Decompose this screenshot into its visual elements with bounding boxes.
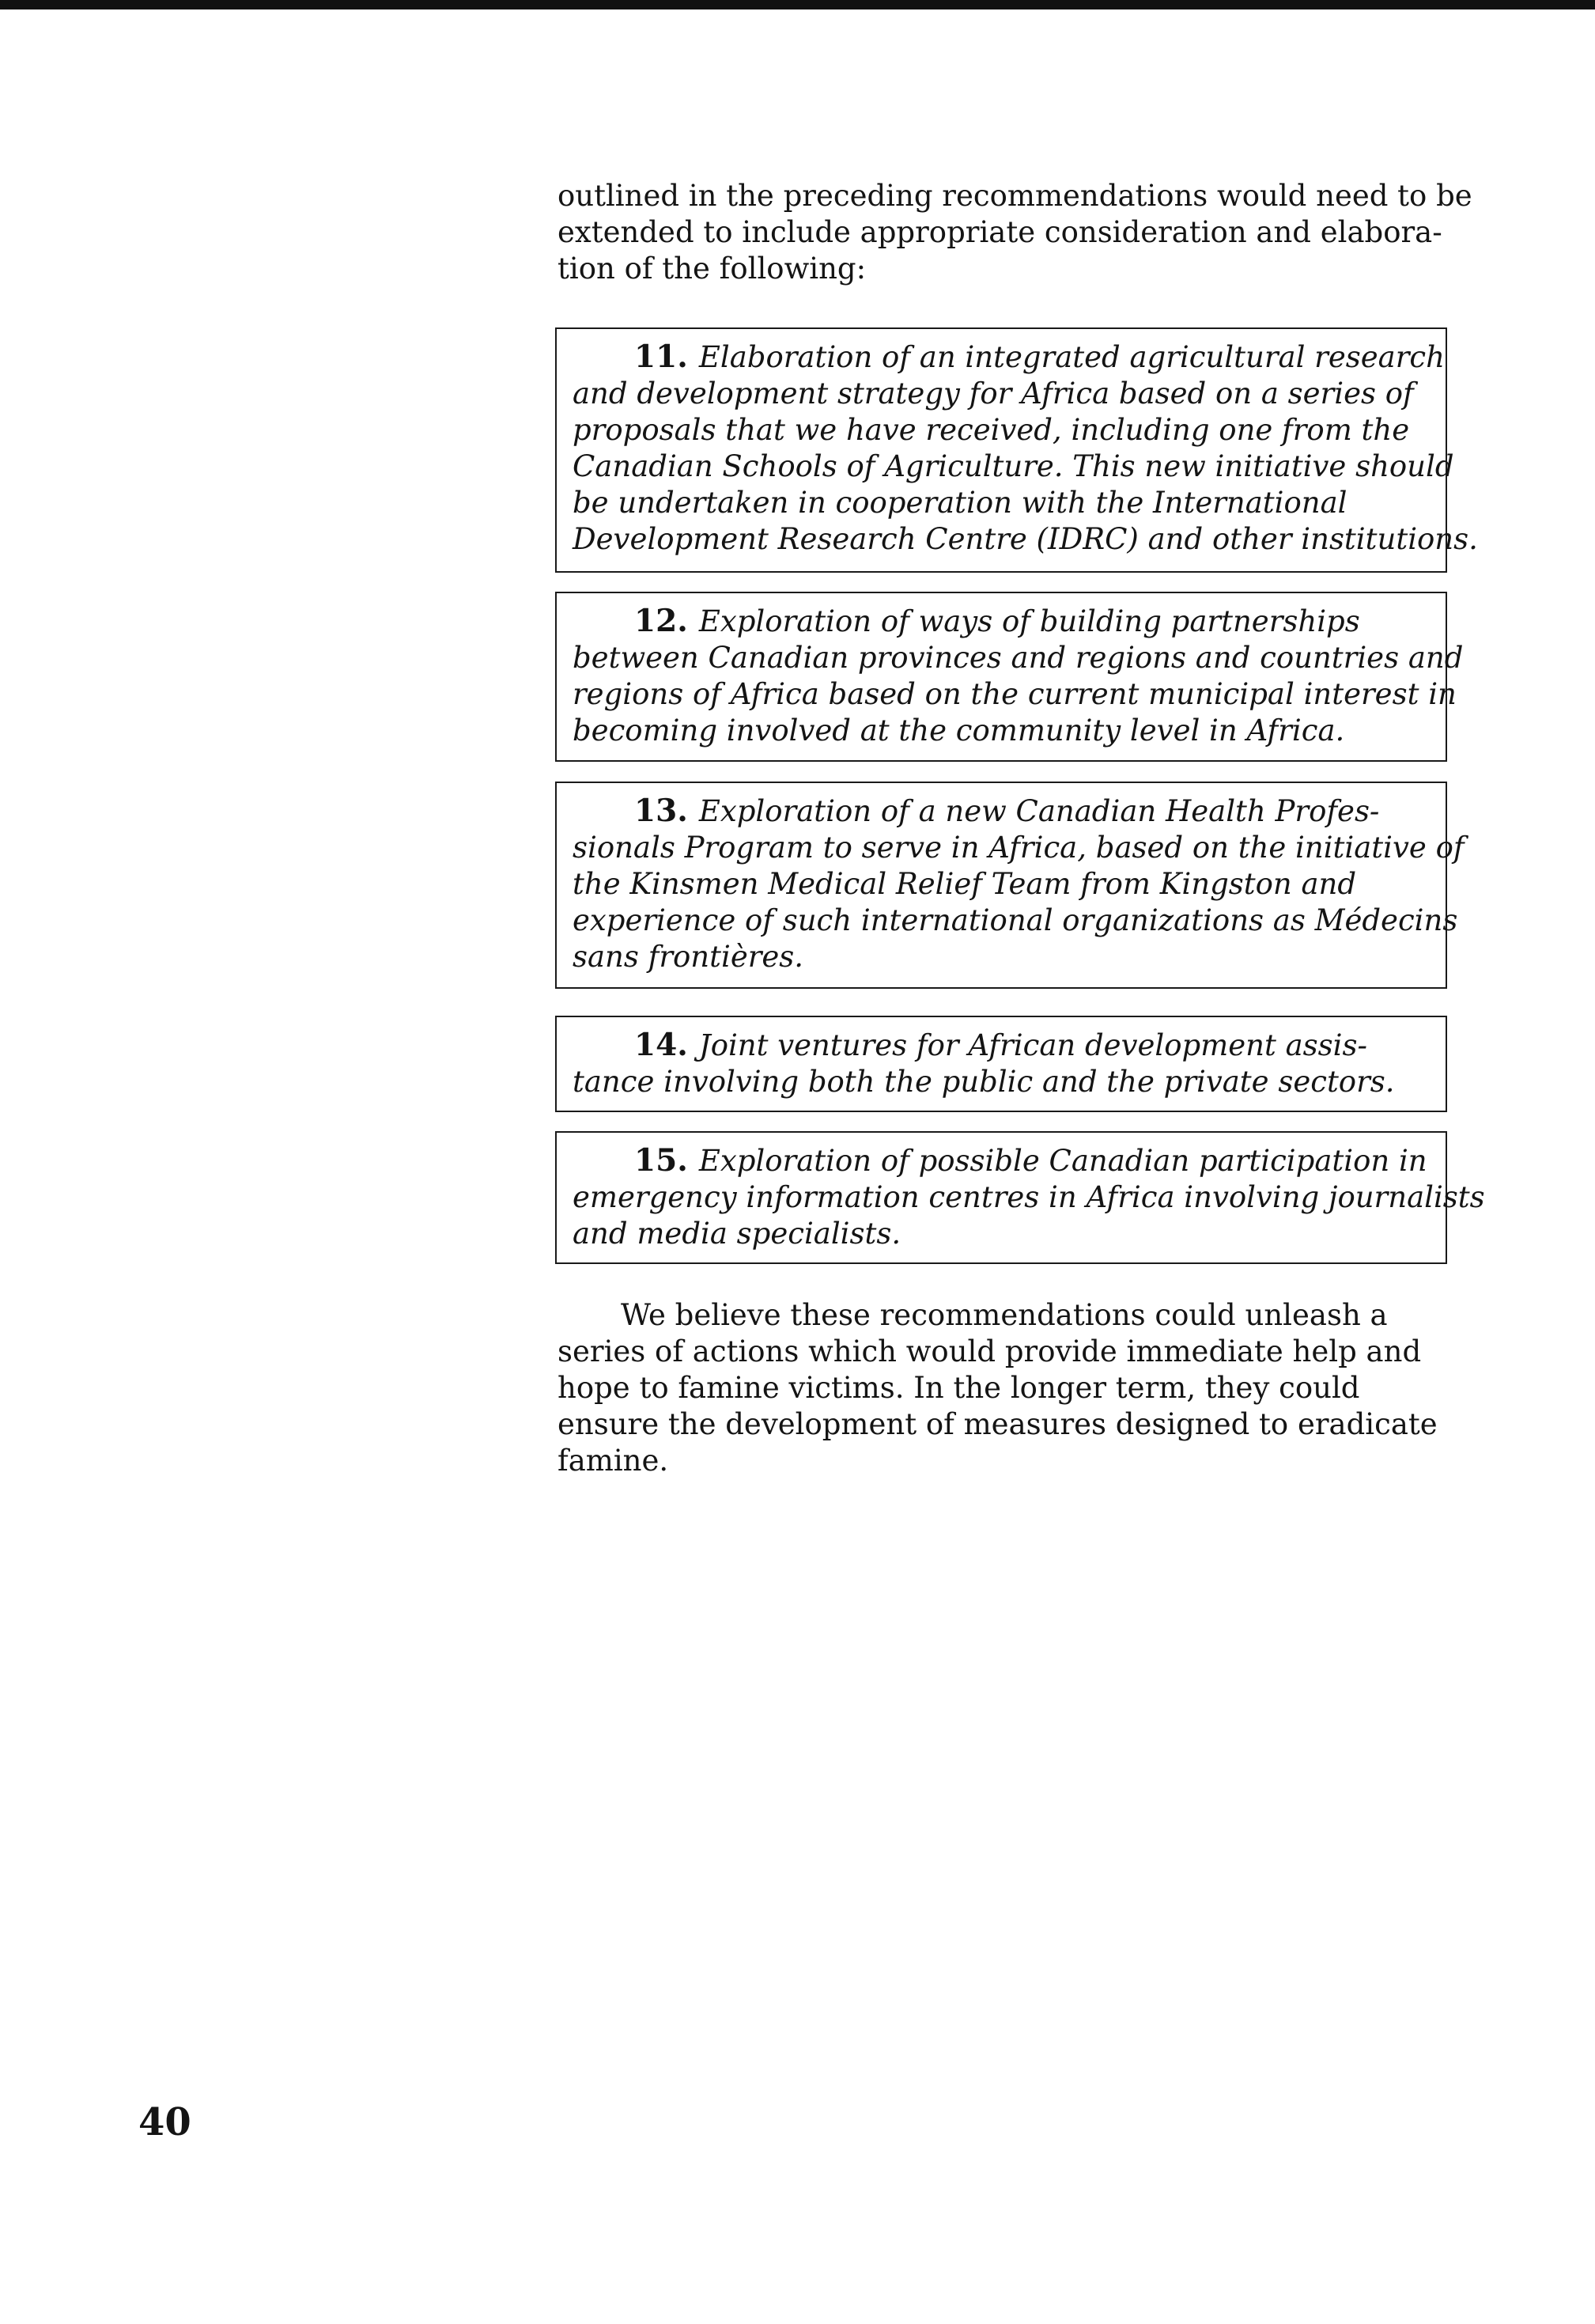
recommendation-number: 15. bbox=[634, 1142, 688, 1179]
recommendation-line: Joint ventures for African development assis- bbox=[698, 1028, 1367, 1062]
recommendation-13-box bbox=[555, 782, 1465, 989]
recommendation-11-box bbox=[555, 327, 1478, 573]
recommendation-line: becoming involved at the community level in Africa. bbox=[573, 713, 1345, 748]
recommendation-line: between Canadian provinces and regions and countries and bbox=[573, 641, 1464, 675]
page-number: 40 bbox=[138, 2100, 191, 2144]
recommendation-line: Exploration of possible Canadian participation in bbox=[698, 1144, 1427, 1178]
recommendation-number: 12. bbox=[634, 603, 688, 639]
closing-paragraph bbox=[557, 1297, 1451, 1479]
closing-line: hope to famine victims. In the longer term, they could bbox=[557, 1371, 1360, 1405]
recommendation-15-box bbox=[555, 1131, 1485, 1264]
recommendation-line: and media specialists. bbox=[573, 1217, 901, 1251]
recommendation-line: proposals that we have received, including one from the bbox=[573, 413, 1410, 447]
recommendation-line: and development strategy for Africa based on a series of bbox=[573, 377, 1414, 411]
recommendation-11-text bbox=[573, 339, 1478, 558]
recommendation-number: 14. bbox=[634, 1027, 688, 1063]
recommendation-line: sionals Program to serve in Africa, based on the initiative of bbox=[573, 831, 1465, 865]
recommendation-line: Exploration of a new Canadian Health Profes- bbox=[698, 794, 1380, 828]
top-border-rule bbox=[0, 0, 1595, 9]
recommendation-12-box bbox=[555, 592, 1464, 762]
recommendation-13-text bbox=[573, 793, 1465, 975]
recommendation-line: regions of Africa based on the current municipal interest in bbox=[573, 677, 1457, 711]
recommendation-line: tance involving both the public and the private sectors. bbox=[573, 1065, 1395, 1099]
closing-line: We believe these recommendations could unleash a bbox=[621, 1298, 1388, 1332]
recommendation-12-text bbox=[573, 603, 1464, 749]
recommendation-line: sans frontières. bbox=[573, 940, 804, 974]
recommendation-line: emergency information centres in Africa involving journalists bbox=[573, 1180, 1485, 1214]
closing-line: ensure the development of measures designed to eradicate bbox=[557, 1407, 1438, 1441]
intro-paragraph bbox=[557, 178, 1472, 287]
recommendation-14-text bbox=[573, 1027, 1434, 1100]
recommendation-line: Elaboration of an integrated agricultural research bbox=[698, 340, 1445, 374]
recommendation-line: Canadian Schools of Agriculture. This new initiative should bbox=[573, 449, 1454, 483]
recommendation-line: Development Research Centre (IDRC) and other institutions. bbox=[573, 522, 1478, 556]
closing-line: series of actions which would provide immediate help and bbox=[557, 1334, 1422, 1368]
recommendation-line: Exploration of ways of building partnerships bbox=[698, 604, 1360, 638]
recommendation-line: experience of such international organizations as Médecins bbox=[573, 903, 1458, 937]
intro-line: tion of the following: bbox=[557, 252, 867, 286]
intro-line: outlined in the preceding recommendations would need to be bbox=[557, 179, 1472, 213]
closing-line: famine. bbox=[557, 1444, 669, 1478]
recommendation-15-text bbox=[573, 1142, 1485, 1252]
intro-line: extended to include appropriate consideration and elabora- bbox=[557, 215, 1442, 249]
recommendation-number: 13. bbox=[634, 793, 688, 829]
recommendation-number: 11. bbox=[634, 339, 688, 375]
recommendation-14-box bbox=[555, 1016, 1447, 1112]
recommendation-line: be undertaken in cooperation with the International bbox=[573, 486, 1347, 520]
recommendation-line: the Kinsmen Medical Relief Team from Kingston and bbox=[573, 867, 1357, 901]
